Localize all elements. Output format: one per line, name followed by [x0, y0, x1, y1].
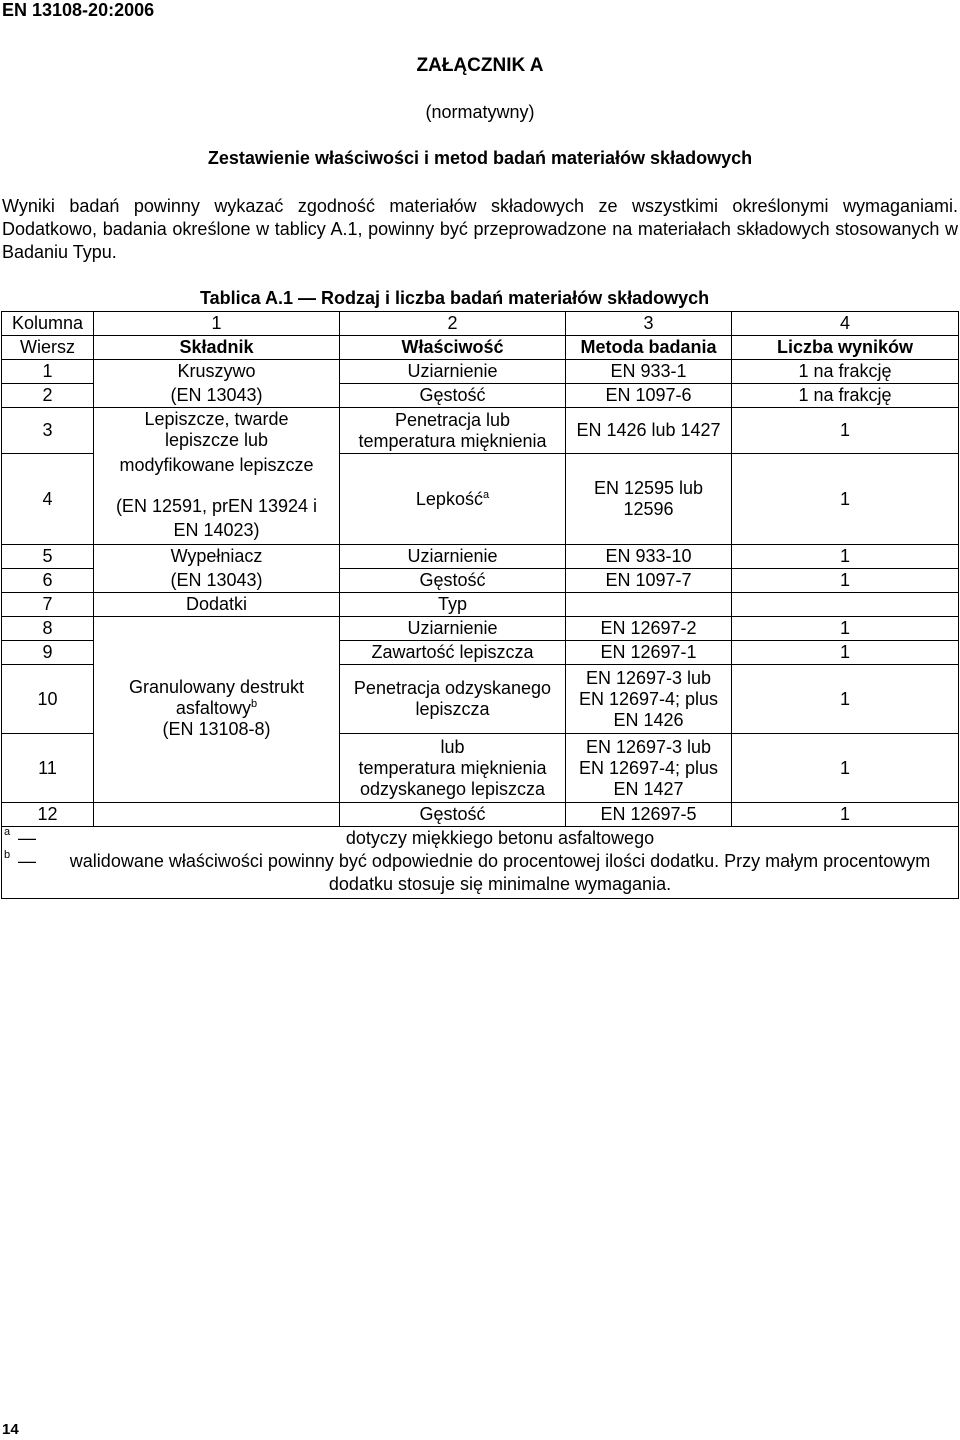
footnote [2, 827, 958, 850]
property-cell: Uziarnienie [340, 545, 566, 569]
table-row [2, 617, 959, 641]
footnote-dash: — [18, 851, 36, 871]
component-line: Granulowany destrukt [128, 677, 305, 697]
table-row [2, 545, 959, 569]
count-cell: 1 [732, 665, 959, 734]
annex-type: (normatywny) [425, 102, 535, 122]
page-number: 14 [2, 1421, 19, 1438]
property-cell: Uziarnienie [340, 617, 566, 641]
property-cell: Gęstość [340, 569, 566, 593]
property-line: lub [440, 736, 465, 757]
component-cell [94, 408, 340, 545]
method-line: EN 12697-3 lub [585, 736, 712, 757]
property-line: lepiszcza [415, 699, 490, 719]
property-cell: Gęstość [340, 384, 566, 408]
row-number: 6 [2, 569, 94, 593]
property-line: Penetracja odzyskanego [353, 678, 552, 698]
component-line: Lepiszcze, twarde [144, 409, 289, 429]
intro-paragraph: Wyniki badań powinny wykazać zgodność materiałów składowych ze wszystkimi określonymi wymaganiami. Dodatkowo, badania określone w tablicy A.1, powinny być przeprowadzone na materiałach składowych stosowanych w Badaniu Typu. [2, 196, 958, 262]
row-number: 3 [2, 408, 94, 454]
method-line: EN 12697-3 lub [585, 667, 712, 688]
materials-table [1, 311, 959, 899]
count-cell: 1 na frakcję [732, 384, 959, 408]
row-number: 11 [2, 734, 94, 803]
property-line: Penetracja lub [394, 409, 511, 430]
method-cell [566, 593, 732, 617]
method-cell: EN 1097-7 [566, 569, 732, 593]
count-cell: 1 [732, 641, 959, 665]
method-line: EN 12697-4; plus [578, 688, 719, 709]
component-cell [94, 803, 340, 827]
table-cell: 4 [732, 312, 959, 336]
property-cell: Typ [340, 593, 566, 617]
footnote-text: dotyczy miękkiego betonu asfaltowego [345, 828, 655, 848]
property-cell [340, 408, 566, 454]
method-cell: EN 933-10 [566, 545, 732, 569]
table-row [2, 408, 959, 454]
count-cell: 1 na frakcję [732, 360, 959, 384]
component-cell: Kruszywo [94, 360, 340, 384]
row-number: 4 [2, 454, 94, 545]
count-cell: 1 [732, 734, 959, 803]
footnotes-cell [2, 827, 959, 899]
method-cell: EN 1426 lub 1427 [566, 408, 732, 454]
method-cell: EN 1097-6 [566, 384, 732, 408]
row-number: 7 [2, 593, 94, 617]
property-cell: Zawartość lepiszcza [340, 641, 566, 665]
component-line: modyfikowane lepiszcze [119, 455, 314, 475]
footnote [2, 850, 958, 898]
footnote-mark: b [3, 849, 11, 861]
footnote-ref: a [482, 488, 490, 501]
table-row [2, 384, 959, 408]
method-cell: EN 12697-2 [566, 617, 732, 641]
property-line: odzyskanego lepiszcza [359, 778, 546, 799]
method-line: EN 1426 [613, 709, 684, 730]
component-cell: Dodatki [94, 593, 340, 617]
footnote-ref: b [250, 698, 258, 710]
table-header-cell: Właściwość [340, 336, 566, 360]
count-cell: 1 [732, 569, 959, 593]
component-cell: Wypełniacz [94, 545, 340, 569]
component-line: (EN 13108-8) [162, 719, 271, 739]
component-line: EN 14023) [173, 520, 260, 540]
row-number: 10 [2, 665, 94, 734]
property-line: temperatura mięknienia [358, 757, 547, 778]
method-line: 12596 [623, 499, 674, 519]
table-row [2, 803, 959, 827]
table-caption: Tablica A.1 — Rodzaj i liczba badań materiałów składowych [200, 288, 710, 308]
method-line: EN 12595 lub [593, 478, 704, 498]
count-cell [732, 593, 959, 617]
footnote-text: walidowane właściwości powinny być odpowiednie do procentowej ilości dodatku. Przy małym procentowym dodatku stosuje się minimalne wymagania. [69, 851, 931, 894]
method-cell: EN 12697-5 [566, 803, 732, 827]
component-line: asfaltowy$^b$ [175, 698, 258, 718]
table-header-cell: Składnik [94, 336, 340, 360]
row-number: 5 [2, 545, 94, 569]
method-cell [566, 665, 732, 734]
component-line: lepiszcze lub [164, 430, 269, 450]
row-number: 2 [2, 384, 94, 408]
table-row [2, 360, 959, 384]
table-row [2, 569, 959, 593]
row-number: 12 [2, 803, 94, 827]
table-cell: 1 [94, 312, 340, 336]
table-cell: Kolumna [2, 312, 94, 336]
component-cell [94, 617, 340, 803]
table-header-cell: Metoda badania [566, 336, 732, 360]
annex-title: ZAŁĄCZNIK A [416, 55, 544, 76]
column-number-row [2, 312, 959, 336]
method-line: EN 12697-4; plus [578, 757, 719, 778]
document-code: EN 13108-20:2006 [2, 0, 155, 20]
row-number: 1 [2, 360, 94, 384]
method-cell [566, 454, 732, 545]
footnote-mark: a [3, 826, 11, 838]
method-cell: EN 12697-1 [566, 641, 732, 665]
count-cell: 1 [732, 803, 959, 827]
row-number: 8 [2, 617, 94, 641]
count-cell: 1 [732, 454, 959, 545]
property-cell: Gęstość [340, 803, 566, 827]
count-cell: 1 [732, 545, 959, 569]
table-row [2, 593, 959, 617]
method-cell [566, 734, 732, 803]
footnote-dash: — [18, 828, 36, 848]
property-cell [340, 454, 566, 545]
component-line: (EN 12591, prEN 13924 i [115, 496, 318, 516]
property-cell [340, 665, 566, 734]
component-cell: (EN 13043) [94, 569, 340, 593]
property-line: temperatura mięknienia [358, 430, 547, 451]
row-number: 9 [2, 641, 94, 665]
method-cell: EN 933-1 [566, 360, 732, 384]
property-text: Lepkość [415, 488, 483, 509]
method-line: EN 1427 [613, 778, 684, 799]
table-header-cell: Liczba wyników [732, 336, 959, 360]
property-cell: Uziarnienie [340, 360, 566, 384]
footnotes-row [2, 827, 959, 899]
table-header-cell: Wiersz [2, 336, 94, 360]
table-cell: 3 [566, 312, 732, 336]
property-cell [340, 734, 566, 803]
component-cell: (EN 13043) [94, 384, 340, 408]
annex-subtitle: Zestawienie właściwości i metod badań materiałów składowych [207, 148, 753, 168]
count-cell: 1 [732, 617, 959, 641]
table-cell: 2 [340, 312, 566, 336]
count-cell: 1 [732, 408, 959, 454]
header-row [2, 336, 959, 360]
